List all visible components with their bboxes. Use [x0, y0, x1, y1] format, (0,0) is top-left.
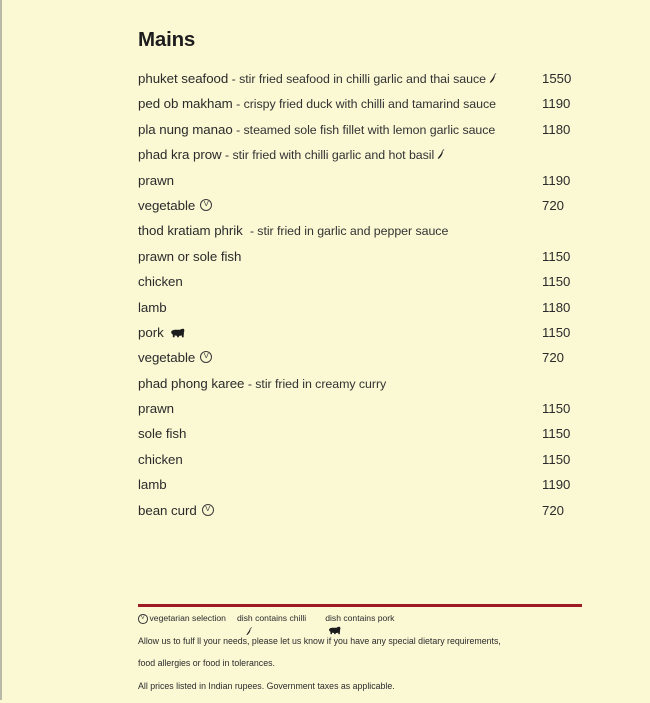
menu-item-price: 1150: [542, 324, 571, 340]
menu-item-name: [138, 223, 448, 238]
menu-item-name: [138, 173, 174, 188]
dish-name: chicken: [138, 451, 183, 467]
menu-item-row: [138, 249, 584, 274]
dish-name: lamb: [138, 299, 167, 315]
menu-item-name: [138, 376, 386, 391]
menu-item-row: [138, 452, 584, 477]
menu-item-row: [138, 300, 584, 325]
menu-item-name: [138, 96, 496, 111]
legend: [138, 613, 584, 624]
menu-item-name: [138, 350, 212, 365]
menu-item-price: 1150: [542, 401, 571, 417]
dish-name: vegetable: [138, 197, 196, 213]
dish-description: - steamed sole fish fillet with lemon garlic sauce: [232, 122, 496, 137]
pork-icon: [170, 326, 185, 336]
chilli-icon: [437, 148, 446, 159]
menu-item-row: [138, 147, 584, 172]
dish-name: lamb: [138, 477, 167, 493]
dish-name: pork: [138, 324, 164, 340]
legend-vegetarian-label: vegetarian selection: [149, 612, 226, 623]
menu-item-price: 1150: [542, 426, 571, 442]
dish-description: - stir fried in creamy curry: [244, 376, 387, 391]
dish-name: bean curd: [138, 502, 197, 518]
menu-item-row: [138, 198, 584, 223]
footer-divider: [138, 604, 582, 607]
dish-name: prawn: [138, 401, 174, 417]
menu-item-price: 720: [542, 350, 565, 366]
dish-name: ped ob makham: [138, 96, 233, 112]
menu-item-name: [138, 147, 446, 162]
menu-section: [138, 28, 584, 528]
dish-description: - crispy fried duck with chilli and tamarind sauce: [232, 97, 496, 112]
menu-item-name: [138, 401, 174, 416]
menu-item-price: 1190: [542, 477, 571, 493]
menu-item-row: [138, 350, 584, 375]
vegetarian-icon: [202, 504, 214, 516]
legend-chilli-label: dish contains chilli: [236, 612, 307, 623]
pork-icon: [309, 615, 322, 624]
menu-footer: [138, 604, 584, 703]
menu-item-price: 1190: [542, 96, 571, 112]
menu-item-name: [138, 71, 498, 86]
dish-name: phuket seafood: [138, 71, 229, 86]
menu-item-name: [138, 503, 214, 518]
menu-item-name: [138, 300, 167, 315]
vegetarian-icon: [200, 199, 212, 211]
menu-item-name: [138, 198, 212, 213]
menu-item-row: [138, 122, 584, 147]
menu-item-row: [138, 173, 584, 198]
menu-item-row: [138, 376, 584, 401]
disclaimer-line-3: All prices listed in Indian rupees. Government taxes as applicable.: [138, 680, 395, 691]
menu-item-name: [138, 426, 186, 441]
menu-item-row: [138, 71, 584, 96]
dish-name: chicken: [138, 274, 183, 290]
menu-item-name: [138, 477, 167, 492]
menu-item-name: [138, 122, 495, 137]
menu-item-name: [138, 452, 183, 467]
chilli-icon: [227, 616, 234, 625]
menu-item-row: [138, 401, 584, 426]
menu-item-price: 1180: [542, 299, 571, 315]
disclaimer-line-2: food allergies or food in tolerances.: [138, 658, 275, 669]
dish-description: - stir fried in garlic and pepper sauce: [246, 224, 449, 239]
dish-description: - stir fried with chilli garlic and hot basil: [221, 148, 435, 163]
dish-name: phad kra prow: [138, 147, 222, 163]
menu-item-price: 1150: [542, 274, 571, 290]
dish-name: prawn or sole fish: [138, 248, 242, 264]
dish-name: sole fish: [138, 426, 187, 442]
menu-item-name: [138, 274, 183, 289]
menu-item-row: [138, 503, 584, 528]
dish-name: pla nung manao: [138, 121, 233, 137]
dish-description: - stir fried seafood in chilli garlic and thai sauce: [228, 72, 486, 86]
menu-item-row: [138, 325, 584, 350]
menu-item-row: [138, 96, 584, 121]
menu-item-row: [138, 223, 584, 248]
dish-name: prawn: [138, 172, 174, 188]
menu-item-price: 1150: [542, 451, 571, 467]
disclaimer: [138, 625, 584, 703]
legend-pork-label: dish contains pork: [325, 612, 395, 623]
menu-item-price: 1550: [542, 71, 572, 86]
menu-item-list: [138, 71, 584, 528]
menu-item-price: 1190: [542, 172, 571, 188]
menu-item-name: [138, 249, 241, 264]
menu-item-row: [138, 477, 584, 502]
dish-name: vegetable: [138, 350, 196, 366]
menu-item-price: 1150: [542, 248, 571, 264]
page-title: Mains: [138, 28, 196, 51]
menu-item-row: [138, 426, 584, 451]
vegetarian-icon: [138, 614, 148, 624]
menu-item-name: [138, 325, 185, 340]
dish-name: phad phong karee: [138, 375, 245, 391]
menu-item-price: 720: [542, 502, 565, 518]
menu-item-row: [138, 274, 584, 299]
chilli-icon: [489, 72, 498, 83]
menu-item-price: 1180: [542, 121, 571, 137]
disclaimer-line-1: Allow us to fulf ll your needs, please let us know if you have any special dietary requirements,: [138, 635, 501, 646]
menu-item-price: 720: [542, 197, 565, 213]
dish-name: thod kratiam phrik: [138, 223, 247, 239]
vegetarian-icon: [200, 351, 212, 363]
menu-page: [2, 0, 650, 700]
